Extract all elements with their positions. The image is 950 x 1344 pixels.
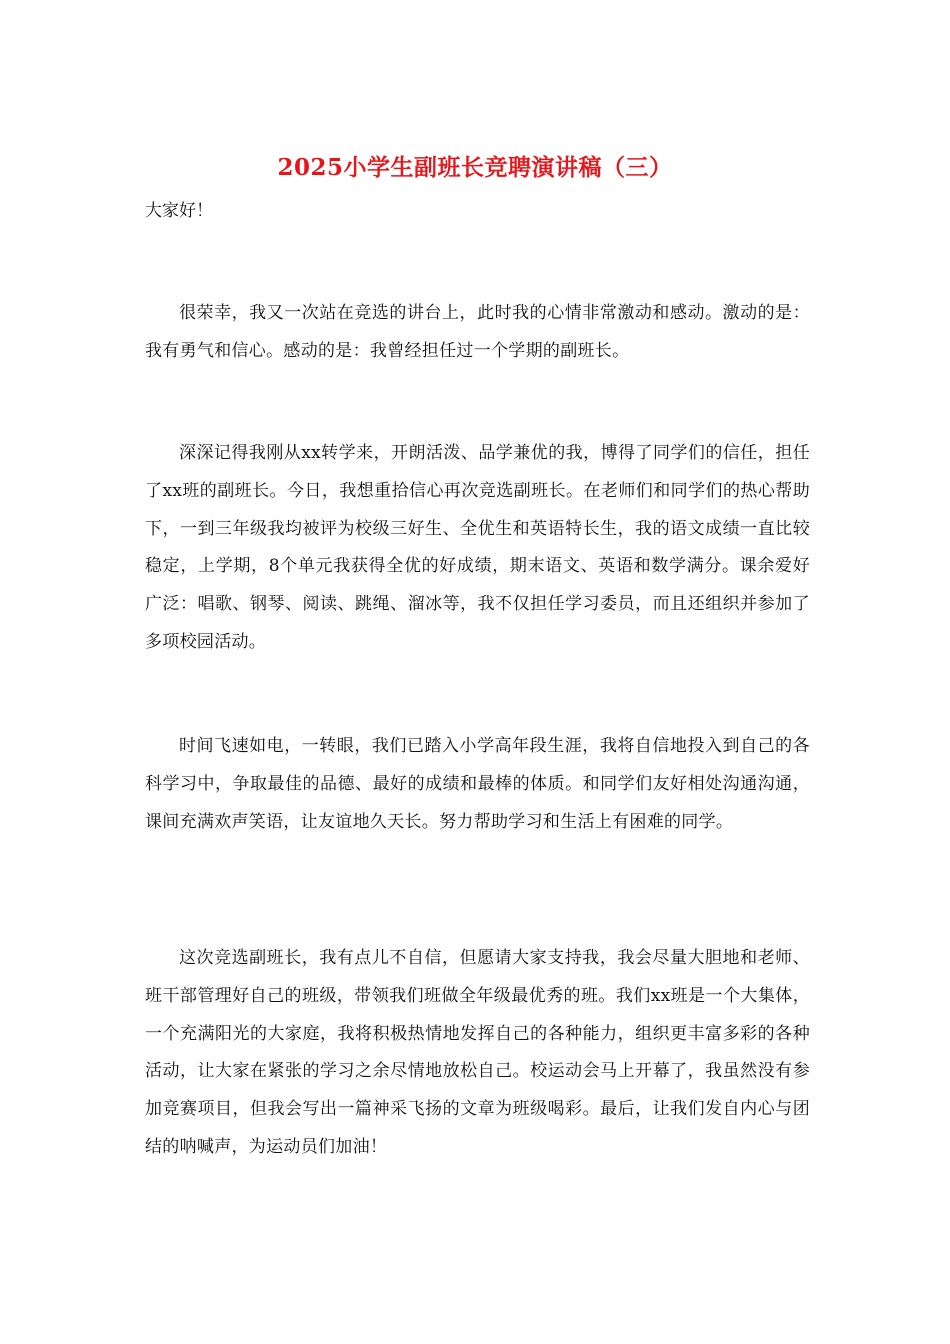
paragraph-4: 这次竞选副班长，我有点儿不自信，但愿请大家支持我，我会尽量大胆地和老师、班干部管理好自己的班级，带领我们班做全年级最优秀的班。我们xx班是一个大集体，一个充满阳光的大家庭，我将积极热情地发挥自己的各种能力，组织更丰富多彩的各种活动，让大家在紧张的学习之余尽情地放松自己。校运动会马上开幕了，我虽然没有参加竞赛项目，但我会写出一篇神采飞扬的文章为班级喝彩。最后，让我们发自内心与团结的呐喊声，为运动员们加油！ bbox=[145, 948, 810, 1157]
greeting: 大家好！ bbox=[145, 201, 213, 221]
paragraph-3: 时间飞速如电，一转眼，我们已踏入小学高年段生涯，我将自信地投入到自己的各科学习中，争取最佳的品德、最好的成绩和最棒的体质。和同学们友好相处沟通沟通，课间充满欢声笑语，让友谊地久天长。努力帮助学习和生活上有困难的同学。 bbox=[145, 736, 810, 832]
paragraph-1: 很荣幸，我又一次站在竞选的讲台上，此时我的心情非常激动和感动。激动的是：我有勇气和信心。感动的是：我曾经担任过一个学期的副班长。 bbox=[145, 303, 810, 361]
document-title: 2025小学生副班长竞聘演讲稿（三） bbox=[277, 154, 673, 181]
paragraph-2: 深深记得我刚从xx转学来，开朗活泼、品学兼优的我，博得了同学们的信任，担任了xx班的副班长。今日，我想重拾信心再次竞选副班长。在老师们和同学们的热心帮助下，一到三年级我均被评为校级三好生、全优生和英语特长生，我的语文成绩一直比较稳定，上学期，8个单元我获得全优的好成绩，期末语文、英语和数学满分。课余爱好广泛：唱歌、钢琴、阅读、跳绳、溜冰等，我不仅担任学习委员，而且还组织并参加了多项校园活动。 bbox=[145, 443, 810, 652]
